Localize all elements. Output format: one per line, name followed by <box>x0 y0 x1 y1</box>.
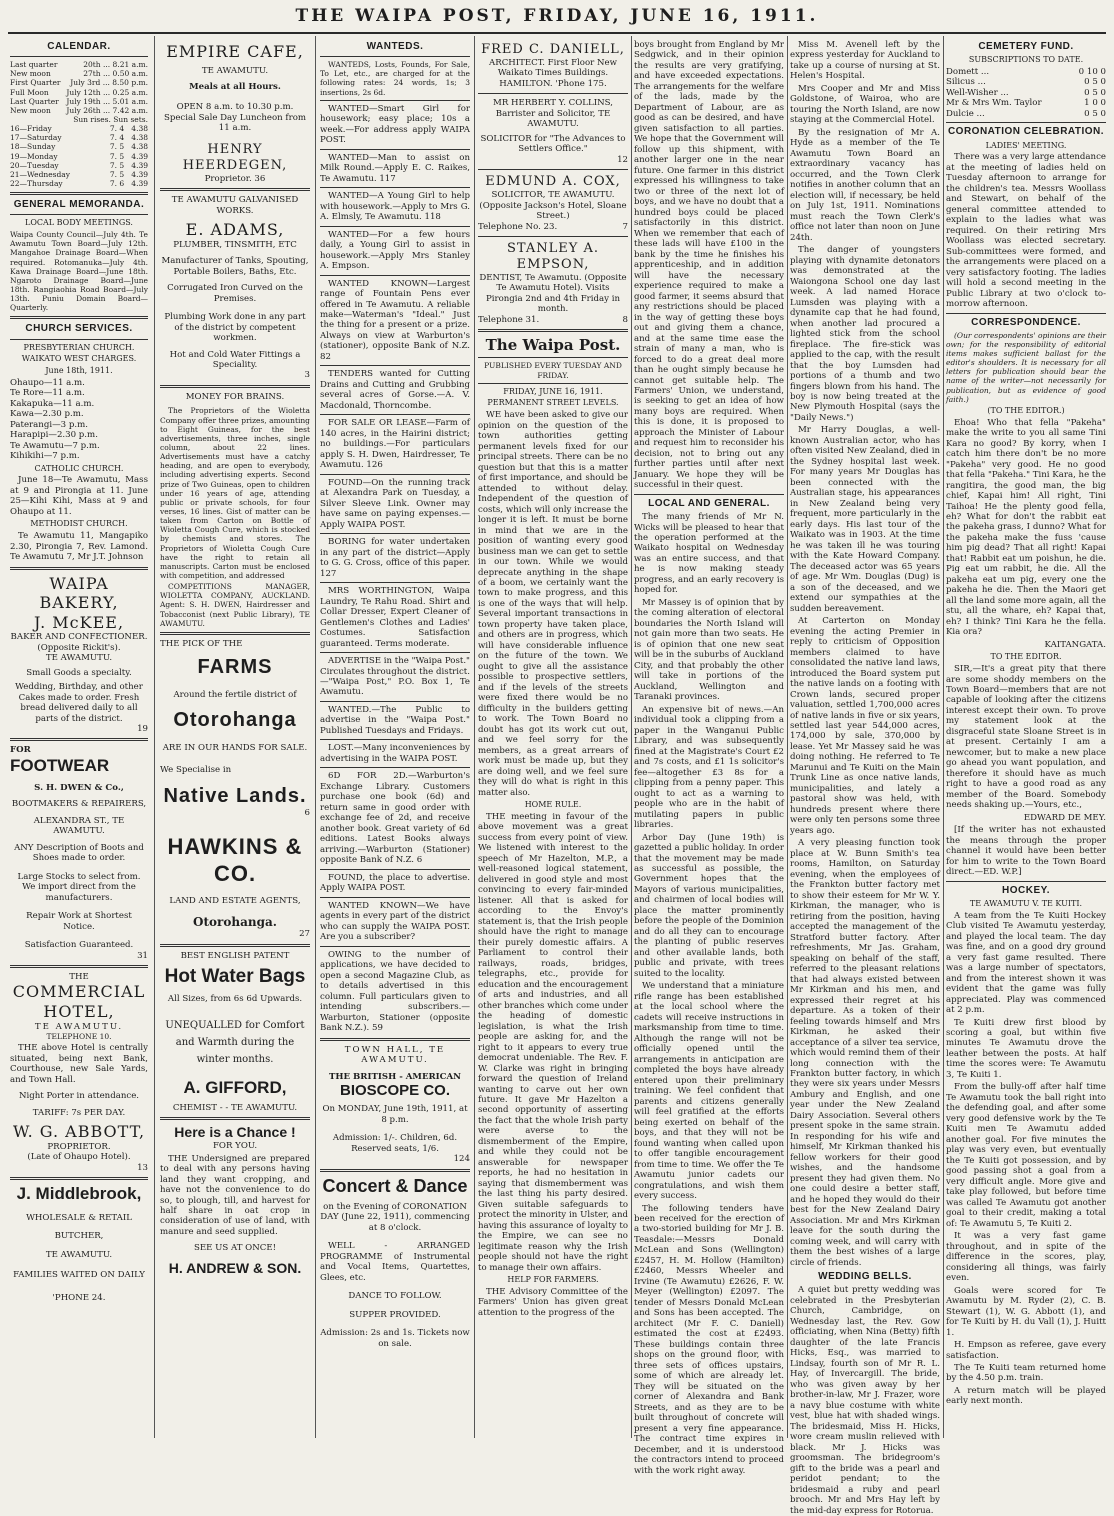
bioscope-ad: TOWN HALL, TE AWAMUTU. THE BRITISH - AMERICAN BIOSCOPE CO. On MONDAY, June 19th, 1911, at 8 p.m. Admission: 1/-. Children, 6d. Reserved seats, 1/6. 124 <box>322 1044 470 1165</box>
catholic-text: June 18—Te Awamutu, Mass at 9 and Pirongia at 11. June 25—Kihi Kihi, Mass at 9 and Ohaupo at 11. <box>10 475 148 517</box>
footwear-ad: FOR FOOTWEAR S. H. DWEN & Co., BOOTMAKERS & REPAIRERS, ALEXANDRA ST., TE AWAMUTU. ANY Description of Boots and Shoes made to order. Large Stocks to select from. We import direct from the manufacturers. Repair Work at Shortest Notice. Satisfaction Guaranteed. 31 <box>10 745 148 961</box>
sun-table: 16—Friday 7. 4 4.38 17—Saturday 7. 4 4.38 18—Sunday 7. 5 4.38 19—Monday 7. 5 4.39 20—Tuesday 7. 5 4.39 21—Wednesday 7. 5 4.39 22—Thursday 7. 6 4.39 <box>10 124 148 189</box>
classified-ad: WANTED—Smart Girl for housework; easy place; 10s a week.—For address apply WAIPA POST. <box>320 103 470 146</box>
hockey-text: The Te Kuiti team returned home by the 4.50 p.m. train. <box>946 1363 1106 1384</box>
home-rule-text: THE meeting in favour of the above movement was a great success from every point of view. We listened with interest to the speech of Mr Hazelton, M.P., a well-reasoned logical statement, delivered in good style and most convincing to every fair-minded listener. All that is asked for according to the Envoy's statement is, that the Irish people should have the right to manage their purely domestic affairs. A Parliament to control their railways, roads, bridges, telegraphs, etc., provide for education and the encouragement of arts and industries, and all other branches which come under the heading of domestic legislation, is what the Irish people are asking for, and the right to it appears to every true democrat undeniable. The Rev. F. W. Clarke was right in bringing forward the question of Ireland wanting to carve out her own future. It gave Mr Hazelton a second opportunity of asserting the fact that the whole Irish party were averse to the dismemberment of the Empire, and while they could not be answerable for newspaper reports, he had no hesitation in saying that dismemberment was the last thing his party desired. Given suitable safeguards to protect the minority in Ulster, and having this assurance of loyalty to the Empire, we can see no legitimate reason why the Irish people should not have the right to manage their own affairs. <box>478 811 628 1273</box>
column-rule <box>154 36 155 1438</box>
wanteds-heading: WANTEDS. <box>366 41 424 52</box>
hot-water-bags-ad: BEST ENGLISH PATENT Hot Water Bags All Sizes, from 6s 6d Upwards. UNEQUALLED for Comfort and Warmth during the winter months. A. GIFFORD, CHEMIST - - TE AWAMUTU. <box>164 950 306 1113</box>
architect-card: FRED C. DANIELL, ARCHITECT. First Floor New Waikato Times Buildings. HAMILTON. 'Phone 175. <box>481 42 625 89</box>
news-item: We understand that a miniature rifle range has been established at the local school where the cadets will receive instructions in marksmanship from time to time. Although the range will not be officially opened until the arrangements in anticipation are completed the boys have already entered upon their preliminary training. We feel confident that parents and citizens generally will feel gratified at the efforts being exerted on behalf of the boys, and that they will not be found wanting when called upon to offer tangible encouragement from time to time. We offer the Te Awamutu junior cadets our congratulations, and wish them every success. <box>634 981 784 1202</box>
letter-signature: KAITANGATA. <box>1044 639 1106 650</box>
hockey-text: Te Kuiti drew first blood by scoring a goal, but within five minutes Te Awamutu drove the leather between the posts. At half time the scores were: Te Awamutu 3, Te Kuiti 1. <box>946 1017 1106 1080</box>
letter-text: SIR,—It's a great pity that there are some shoddy members on the Town Board—members that are not capable of looking after the citizens interest except their own. To prove my statement look at the disgraceful state Sloane Street is in at present. Certainly I am a newcomer, but to make a new place go ahead you want population, and therefore it should have as much right to have a good road as any member of the Board. Somebody needs shaking up.—Yours, etc., <box>946 664 1106 811</box>
news-item: The danger of youngsters playing with dynamite detonators was demonstrated at the Waiongona School one day last week. A lad named Horace Lumsden was playing with a dynamite cap that he had found, when another lad procured a lighted stick from the school fireplace. The fire-stick was applied to the cap, with the result that the boy Lumsden had portions of a thumb and two fingers blown from his hand. The boy is now being treated at the New Plymouth Hospital (says the "Daily News.") <box>790 245 940 423</box>
money-for-brains-ad: MONEY FOR BRAINS. The Proprietors of the Wioletta Company offer three prizes, amounting to Eight Guineas, for the best advertisements, three inches, single column, about 22 lines. Advertisements must have a catchy heading, and are open to everybody, including advertising experts. Second prize of Two Guineas, open to children under 16 years of age, attending public or private schools, for four verses, 16 lines. Gist of matter can be taken from Carton on Bottle of Wioletta Cough Cure, which is stocked by chemists and stores. The Proprietors of Wioletta Cough Cure have the right to retain all manuscripts. Carton must be enclosed with competition, and addressed COMPETITIONS MANAGER, WIOLETTA COMPANY, AUCKLAND. Agent: S. H. DWEN, Hairdresser and Tobacconist (next Public Library), TE AWAMUTU. <box>160 391 310 628</box>
column-6 <box>790 38 940 1516</box>
dentist-card: STANLEY A. EMPSON, DENTIST, Te Awamutu. (Opposite Te Awamutu Hotel). Visits Pirongia 2nd and 4th Friday in month. Telephone 31. 8 <box>478 241 628 325</box>
classified-ad: ADVERTISE in the "Waipa Post." Circulates throughout the district.—"Waipa Post," P.O. Box 1, Te Awamutu. <box>320 656 471 698</box>
classified-ad: WANTEDS, Losts, Founds, For Sale, To Let, etc., are charged for at the following rates: 24 words, 1s; 3 insertions, 2s 6d. <box>320 60 470 97</box>
masthead-rule <box>8 32 1106 34</box>
farms-ad: THE PICK OF THE FARMS Around the fertile district of Otorohanga ARE IN OUR HANDS FOR SALE. We Specialise in Native Lands. 6 HAWKINS & CO. LAND AND ESTATE AGENTS, Otorohanga. 27 <box>160 638 310 940</box>
cafe-ad: EMPIRE CAFE, TE AWAMUTU. Meals at all Hours. OPEN 8 a.m. to 10.30 p.m. Special Sale Day Luncheon from 11 a.m. HENRY HEERDEGEN, Proprietor. 36 <box>163 42 307 184</box>
butcher-ad: J. Middlebrook, WHOLESALE & RETAIL BUTCHER, TE AWAMUTU. FAMILIES WAITED ON DAILY 'PHONE 24. <box>13 1184 145 1303</box>
classified-ad: FOUND, the place to advertise. Apply WAIPA POST. <box>320 872 470 894</box>
news-item: An expensive bit of news.—An individual took a clipping from a paper in the Wanganui Public Library, and was subsequently fined at the Magistrate's Court £2 and 7s costs, and £1 1s solicitor's fee—altogether £3 8s for a clipping from a penny paper. This ought to act as a warning to people who are in the habit of mutilating papers in public libraries. <box>634 704 784 831</box>
farmers-text: THE Advisory Committee of the Farmers' Union has given great attention to the progress of the <box>478 1286 628 1318</box>
column-1 <box>10 38 148 1438</box>
classified-ad: OWING to the number of applications, we have decided to open a second Magazine Club, as to details advertised in this column. Full particulars given to intending subscribers.—Warburton, Stationer (opposite Bank N.Z.). 59 <box>320 949 470 1034</box>
news-item: Mr Massey is of opinion that by the coming alteration of electoral boundaries the North Island will not gain more than two seats. He is of opinion that one new seat will be in the suburbs of Auckland City, and that probably the other will take in portions of the Auckland, Wellington and Taranaki provinces. <box>634 597 784 703</box>
column-4 <box>478 38 628 1438</box>
cox-card: EDMUND A. COX, SOLICITOR, TE AWAMUTU. (Opposite Jackson's Hotel, Sloane Street.) Telephone No. 23. 7 <box>478 174 628 232</box>
classified-ad: TENDERS wanted for Cutting Drains and Cutting and Grubbing several acres of Gorse.—A. V. Macdonald, Thorncombe. <box>320 369 470 411</box>
solicitor-card: MR HERBERT Y. COLLINS, Barrister and Solicitor, TE AWAMUTU. SOLICITOR for "The Advances to Settlers Office." 12 <box>480 98 628 165</box>
classified-ad: WANTED KNOWN—Largest range of Fountain Pens ever offered in Te Awamutu. A reliable make—Waterman's "Ideal." Just the thing for a present or a prize. Always on view at Warburton's (stationer), opposite Bank of N.Z. 82 <box>320 278 470 362</box>
presbyterian-heading: PRESBYTERIAN CHURCH. <box>23 342 135 352</box>
cemetery-heading: CEMETERY FUND. <box>978 41 1074 52</box>
news-item: The following tenders have been received for the erection of a two-storied building for Mr J. B. Teasdale:—Messrs Donald McLean and Sons (Wellington) £2457, H. M. Hollow (Hamilton) £2460, Messrs Wheeler and Irvine (Te Awamutu) £2626, F. W. Meyer (Wellington) £2097. The tender of Messrs Donald McLean and Sons has been accepted. The architect (Mr F. C. Daniell) estimated the cost at £2493. These buildings contain three shops on the ground floor, with three sets of offices upstairs, some of which are already let. They will be situated on the corner of Alexandra and Bank Streets, and as they are to be built throughout of concrete will present a very fine appearance. The contract time expires in December, and it is understood the contractors intend to proceed with the work right away. <box>634 1203 784 1476</box>
classified-ad: FOR SALE OR LEASE—Farm of 140 acres, in the Hairini district; no buildings.—For particulars apply S. H. Dwen, Hairdresser, Te Awamutu. 126 <box>320 418 470 471</box>
moon-phases: Last quarter 20th ... 8.21 a.m. New moon 27th ... 0.50 a.m. First Quarter July 3rd ... 8.50 p.m. Full Moon July 12th ... 0.25 a.m. Last Quarter July 19th ... 5.01 a.m. New moon July 26th ... 7.42 a.m. <box>10 60 148 115</box>
wedding-text: A quiet but pretty wedding was celebrated in the Presbyterian Church, Cambridge, on Wednesday last, the Rev. Gow officiating, when Nina (Betty) fifth daughter of the late Francis Hicks, Esq., was married to Lindsay, fourth son of Mr R. L. Hay, of Invercargill. The bride, who was given away by her brother-in-law, Mr J. Frazer, wore a navy blue costume with white vest, blue hat with shaded wings. The bridesmaid, Miss H. Hicks, wore cream muslin relieved with black. Mr J. Hicks was groomsman. The bridegroom's gift to the bride was a pearl and peridot pendant; to the bridesmaid a ruby and pearl brooch. Mr and Mrs Hay left by the mid-day express for Rotorua. <box>790 1285 940 1516</box>
editor-note: [If the writer has not exhausted the means through the proper channel it would have been better for him to write to the Town Board direct.—ED. W.P.] <box>946 825 1106 878</box>
letter-text: Ehoa! Who that fella "Pakeha" make the write to you all same Tini Kara no good? By korry, when I catch him there don't be no more "Pakeha" very good. He no good that fella "Pakeha." Tini Kara, he the rangitira, the good man, the big chief, Kapai him! All right, Tini Taihoa! He the plenty good fella, eh? What for don't the rabbit eat the pakeha grass, I dunno? What for the pakeha make the fuss 'cause him pig dead? That all right! Kapai that! Rabbit eat um poishun, he die. Pig eat um rabbit, he die. All the pakeha eat um pig, every one the pakeha he die. Then the Maori get all the land some more again, all the stu, all the whare, eh? Kapai that, eh? I think? Tini Kara he the fella. Kia ora? <box>946 417 1106 638</box>
classified-ad: BORING for water undertaken in any part of the district—Apply to G. G. Cross, office of this paper. 127 <box>320 537 470 579</box>
methodist-text: Te Awamutu 11, Mangapiko 2.30, Pirongia 7, Rev. Lamond. Te Awamutu 7, Mr J.T. Johnson <box>10 531 148 563</box>
column-3 <box>320 38 470 1438</box>
news-item: By the resignation of Mr A. Hyde as a member of the Te Awamutu Town Board an extraordinary vacancy has occurred, and the Town Clerk notifies in another column that an election will, if necessary, be held on July 1st, 1911. Nominations must reach the Town Clerk's office not later than noon on June 24th. <box>790 127 940 243</box>
hockey-text: A return match will be played early next month. <box>946 1385 1106 1407</box>
hockey-heading: HOCKEY. <box>1002 884 1050 896</box>
bakery-ad: WAIPA BAKERY, J. McKEE, BAKER AND CONFECTIONER. (Opposite Rickit's). TE AWAMUTU. Small Goods a specialty. Wedding, Birthday, and other Cakes made to order. Fresh bread delivered daily to all parts of the district. 19 <box>10 573 148 734</box>
hockey-text: Goals were scored for Te Awamutu by M. Ryder (2), C. B. Stewart (1), W. G. Abbott (1), and for Te Kuiti by H. du Vall (1), J. Huitt 1. <box>946 1285 1106 1338</box>
letter-heading: TO THE EDITOR. <box>990 652 1062 662</box>
presbyterian-sub: WAIKATO WEST CHARGES. <box>21 354 137 364</box>
presbyterian-date: June 18th, 1911. <box>45 366 113 376</box>
hockey-text: From the bully-off after half time Te Awamutu took the ball right into the defending goal, and after some very good defensive work by the Te Kuiti men Te Awamutu added another goal. For five minutes the play was very even, but eventually the Te Kuiti got possession, and by good passing shot a goal from a very difficult angle. More give and take play followed, but before time was called Te Awamutu got another goal to their credit, making a total of: Te Awamutu 5, Te Kuiti 2. <box>946 1082 1106 1229</box>
sun-table-header: Sun rises. Sun sets. <box>73 115 148 125</box>
coronation-text: There was a very large attendance at the meeting of ladies held on Tuesday afternoon to arrange for the children's tea. Messrs Woollass and Stewart, on behalf of the general committee attended to explain to the ladies what was required. On their retiring Mrs Woollass was elected secretary. Sub-committees were formed, and the arrangements were placed on a very satisfactory footing. The ladies will hold a second meeting in the Public Library at two o'clock to-morrow afternoon. <box>946 152 1106 310</box>
memoranda-subheading: LOCAL BODY MEETINGS. <box>25 218 133 228</box>
column-5 <box>634 38 784 1476</box>
concert-ad: Concert & Dance on the Evening of CORONATION DAY (June 22, 1911), commencing at 8 o'clock. WELL - ARRANGED PROGRAMME of Instrumental and Vocal Items, Quartettes, Glees, etc. DANCE TO FOLLOW. SUPPER PROVIDED. Admission: 2s and 1s. Tickets now on sale. <box>320 1175 470 1349</box>
classified-ad: WANTED.—The Public to advertise in the "Waipa Post." Published Tuesdays and Fridays. <box>320 704 470 736</box>
column-7 <box>946 38 1106 1438</box>
local-general-heading: LOCAL AND GENERAL. <box>648 497 770 509</box>
masthead: THE WAIPA POST, FRIDAY, JUNE 16, 1911. <box>295 6 819 26</box>
coronation-heading: CORONATION CELEBRATION. <box>947 126 1105 138</box>
hockey-text: It was a very fast game throughout, and in spite of the difference in the scores, play, considering all things, was fairly even. <box>946 1231 1106 1284</box>
news-item: Arbor Day (June 19th) is gazetted a public holiday. In order that the movement may be made as successful as possible, the Government hopes that the Mayors of various municipalities, and chairmen of local bodies will place the matter prominently before the people of the Dominion and do all they can to encourage the planting of public reserves and other available lands, both public and private, with trees suited to the locality. <box>634 832 784 979</box>
calendar-heading: CALENDAR. <box>47 41 111 52</box>
classified-ad: WANTED—Man to assist on Milk Round.—Apply E. C. Raikes, Te Awamutu. 117 <box>320 152 470 184</box>
classified-ad: FOUND—On the running track at Alexandra Park on Tuesday, a Silver Sleeve Link. Owner may have same on paying expenses.—Apply WAIPA POST. <box>320 477 470 530</box>
letter-heading: (TO THE EDITOR.) <box>987 405 1065 415</box>
classified-ad: MRS WORTHINGTON, Waipa Laundry, Te Rahu Road. Shirt and Collar Dresser, Expert Cleaner of Gentlemen's Clothes and Ladies' Costumes. Satisfaction guaranteed. Terms moderate. <box>320 586 470 649</box>
home-rule-heading: HOME RULE. <box>524 800 582 810</box>
hotel-ad: THE COMMERCIAL HOTEL, TE AWAMUTU. TELEPHONE 10. THE above Hotel is centrally situated, being next Bank, Courthouse, new Sale Yards, and Town Hall. Night Porter in attendance. TARIFF: 7s PER DAY. W. G. ABBOTT, PROPRIETOR. (Late of Ohaupo Hotel). 13 <box>10 971 148 1173</box>
chance-ad: Here is a Chance ! FOR YOU. THE Undersigned are prepared to deal with any persons having land they want cropping, and have not the convenience to do so, to plough, till, and harvest for half share in oat crop in consideration of use of land, with manure and seed supplied. SEE US AT ONCE! H. ANDREW & SON. <box>160 1124 310 1276</box>
classified-ad: LOST.—Many inconveniences by advertising in the WAIPA POST. <box>320 743 470 764</box>
issue-date: FRIDAY, JUNE 16, 1911. <box>503 386 603 396</box>
methodist-heading: METHODIST CHURCH. <box>30 519 128 529</box>
plumber-ad: TE AWAMUTU GALVANISED WORKS. E. ADAMS, PLUMBER, TINSMITH, ETC Manufacturer of Tanks, Spouting, Portable Boilers, Baths, Etc. Corrugated Iron Curved on the Premises. Plumbing Work done in any part of the district by competent workmen. Hot and Cold Water Fittings a Speciality. 3 <box>161 195 310 381</box>
newspaper-title: The Waipa Post. <box>485 336 621 355</box>
farmers-heading: HELP FOR FARMERS. <box>507 1275 599 1285</box>
news-item: Mr Harry Douglas, a well-known Australian actor, who has often visited New Zealand, died in the Sydney hospital last week. For many years Mr Douglas has been connected with the Australian stage, his appearances in New Zealand being very frequent, more particularly in the early days. His last tour of the Waikato was in 1903. At the time he was taken ill he was touring with the Kate Howard Company. The deceased actor was 65 years of age. Mr Wm. Douglas (Dug) is a son of the deceased, and we extend our sympathies at the sudden bereavement. <box>790 425 940 614</box>
published-line: PUBLISHED EVERY TUESDAY AND FRIDAY. <box>484 361 622 380</box>
column-rule <box>787 36 788 1438</box>
hockey-subheading: TE AWAMUTU V. TE KUITI. <box>969 898 1083 908</box>
coronation-subheading: LADIES' MEETING. <box>985 140 1067 150</box>
farmers-text-cont: boys brought from England by Mr Sedgwick, and in their opinion the results are very gratifying, and have exceeded expectations. The arrangements for the welfare of the lads, made by the Department of Labour, are as good as can be desired, and have given satisfaction to all parties. We hope that the Government will follow up this shipment, with another larger one in the near future. One farmer in this district expressed his willingness to take two or three of the next lot of boys, and we have no doubt that a hundred boys could be placed satisfactorily in this district. When we remember that each of these lads will have £100 in the bank by the time he finishes his apprenticeship, and in addition will have the necessary experience required to make a good farmer, it seems absurd that any restrictions should be placed in the way of getting these boys out and giving them a chance, and at the same time ease the strain of many a man, who is forced to do a great deal more than he ought simply because he cannot get suitable help. The Farmers' Union, we understand, is seeking to get an idea of how many boys are required. When this is done, it is proposed to approach the Minister of Labour and request him to reconsider his decision, not to bring out any further parties until after next January. We hope they will be successful in their quest. <box>634 40 784 491</box>
cemetery-subheading: SUBSCRIPTIONS TO DATE. <box>968 55 1084 65</box>
column-2 <box>160 38 310 1438</box>
column-rule <box>315 36 316 1438</box>
memoranda-heading: GENERAL MEMORANDA. <box>13 199 145 211</box>
classified-ad: WANTED—For a few hours daily, a Young Girl to assist in housework.—Apply Mrs Stanley A. Empson. <box>320 229 470 272</box>
hockey-text: A team from the Te Kuiti Hockey Club visited Te Awamutu yesterday, and played the local team. The day was fine, and on a good dry ground a very fast game resulted. There was a large number of spectators, and from the interest shown it was evident that the game was fully appreciated. Play was commenced at 2 p.m. <box>946 910 1106 1016</box>
classified-ads <box>320 60 470 1033</box>
fund-list: Domett ... 0 10 0 Silicus ... 0 5 0 Well-Wisher ... 0 5 0 Mr & Mrs Wm. Taylor 1 0 0 Dulcie ... 0 5 0 <box>946 66 1106 119</box>
classified-ad: 6D FOR 2D.—Warburton's Exchange Library. Customers purchase one book (6d) and return same in good order with exchange fee of 2d, and receive another book. Great variety of 6d editions. Latest Books always arriving.—Warburton (Stationer) opposite Bank of N.Z. 6 <box>320 771 470 866</box>
letter-signature: EDWARD DE MEY. <box>1023 812 1106 823</box>
catholic-heading: CATHOLIC CHURCH. <box>34 463 124 473</box>
hockey-text: H. Empson as referee, gave every satisfaction. <box>946 1340 1106 1361</box>
news-item: At Carterton on Monday evening the acting Premier in reply to criticism of Opposition members claimed to have consolidated the native land laws, introduced the Board system put the native lands on a footing with Crown lands, secured proper valuation, settled 1,700,000 acres of native lands in five or six years, settled last year 544,000 acres, 174,000 by sale, 370,000 by lease. Yet Mr Massey said he was doing nothing. He referred to Te Marunui and Te Kuiti on the Main Trunk Line as once native lands, municipalities, and lately a pastoral show was held, with hundreds present where there were only ten persons some three years ago. <box>790 616 940 836</box>
correspondence-note: (Our correspondents' opinions are their own; for the responsibility of editorial items makes sufficient ballast for the editor's shoulders. It is necessary for all letters for publication should bear the name of the writer—not necessarily for publication, but as evidence of good faith.) <box>946 330 1106 404</box>
church-heading: CHURCH SERVICES. <box>25 323 133 335</box>
services-list: Ohaupo—11 a.m. Te Rore—11 a.m. Kakapuka—11 a.m. Kawa—2.30 p.m. Paterangi—3 p.m. Harapipi—2.30 p.m. Te Awamutu—7 p.m. Kihikihi—7 p.m. <box>10 377 100 462</box>
correspondence-heading: CORRESPONDENCE. <box>971 316 1081 328</box>
editorial-text: WE have been asked to give our opinion on the question of the town authorities getting permanent levels fixed for our principal streets. There can be no question but that this is a matter of first importance, and should be attended to without delay. Independent of the question of costs, which will only increase the longer it is left. It must be borne in mind that we are in the position of wanting every good business man we can get to settle in our town. While we would deprecate anything in the shape of a boom, we certainly want the town to make progress, and this is one of the ways that will help. Several important transactions in town property have taken place, and others are in progress, which will have considerable influence on the future of the town. We ought to give all the assistance possible to prospective settlers, and if the levels of the streets were fixed there would be no difficulty in the builders getting to work. The Town Board no doubt has got its work cut out, and we feel sorry for the members, as a great arrears of work must be made up, but they are doing well, and we feel sure they will do what is right in this matter also. <box>478 410 628 798</box>
news-item: A very pleasing function took place at W. Bunn Smith's tea rooms, Hamilton, on Saturday evening, when the employees of the Frankton butter factory met to show their esteem for Mr W. Y. Kirkman, the manager, who is retiring from the position, having accepted the management of the Stratford butter factory. After refreshments, Mr Jas. Graham, speaking on behalf of the staff, referred to the pleasant relations that had always existed between Mr Kirkman and his men, and expressed their regret at his departure. As a token of their feeling towards himself and Mrs Kirkman, he asked their acceptance of a silver tea service, which would remind them of their long connection with the Frankton butter factory, in which they were six years under Messrs Ambury and English, and one year under the New Zealand Dairy Association. Several others present spoke in the same strain. In responding for his wife and himself, Mr Kirkman thanked his fellow workers for their good wishes, and the handsome present they had given them. No one could desire a better staff, and he hoped they would do their best for the New Zealand Dairy Association. Mr and Mrs Kirkman leave for the south during the coming week, and will carry with them the best wishes of a large circle of friends. <box>790 838 940 1268</box>
wedding-heading: WEDDING BELLS. <box>818 1271 912 1283</box>
news-item: Mrs Cooper and Mr and Miss Goldstone, of Wairoa, who are touring the North Island, are now staying at the Commercial Hotel. <box>790 83 940 126</box>
meetings-list: Waipa County Council—July 4th. Te Awamutu Town Board—July 12th. Mangahoe Drainage Board—When required. Rotomanuka—July 4th. Kawa Drainage Board—June 18th. Ngaroto Drainage Board—June 18th. Rangiaohia Road Board—July 13th. Puniu Domain Board—Quarterly. <box>10 230 148 313</box>
news-item: Miss M. Avenell left by the express yesterday for Auckland to take up a course of nursing at St. Helen's Hospital. <box>790 40 940 82</box>
classified-ad: WANTED—A Young Girl to help with housework.—Apply to Mrs G. A. Elmsly, Te Awamutu. 118 <box>320 191 470 223</box>
editorial-heading: PERMANENT STREET LEVELS. <box>487 398 619 408</box>
news-item: The many friends of Mr N. Wicks will be pleased to hear that the operation performed at the Waikato hospital on Wednesday was an entire success, and that he is now making steady progress, and an early recovery is hoped for. <box>634 512 784 596</box>
column-rule <box>943 36 944 1438</box>
column-rule <box>631 36 632 1438</box>
classified-ad: WANTED KNOWN—We have agents in every part of the district who can supply the WAIPA POST. Are you a subscriber? <box>320 900 470 943</box>
column-rule <box>474 36 475 1438</box>
